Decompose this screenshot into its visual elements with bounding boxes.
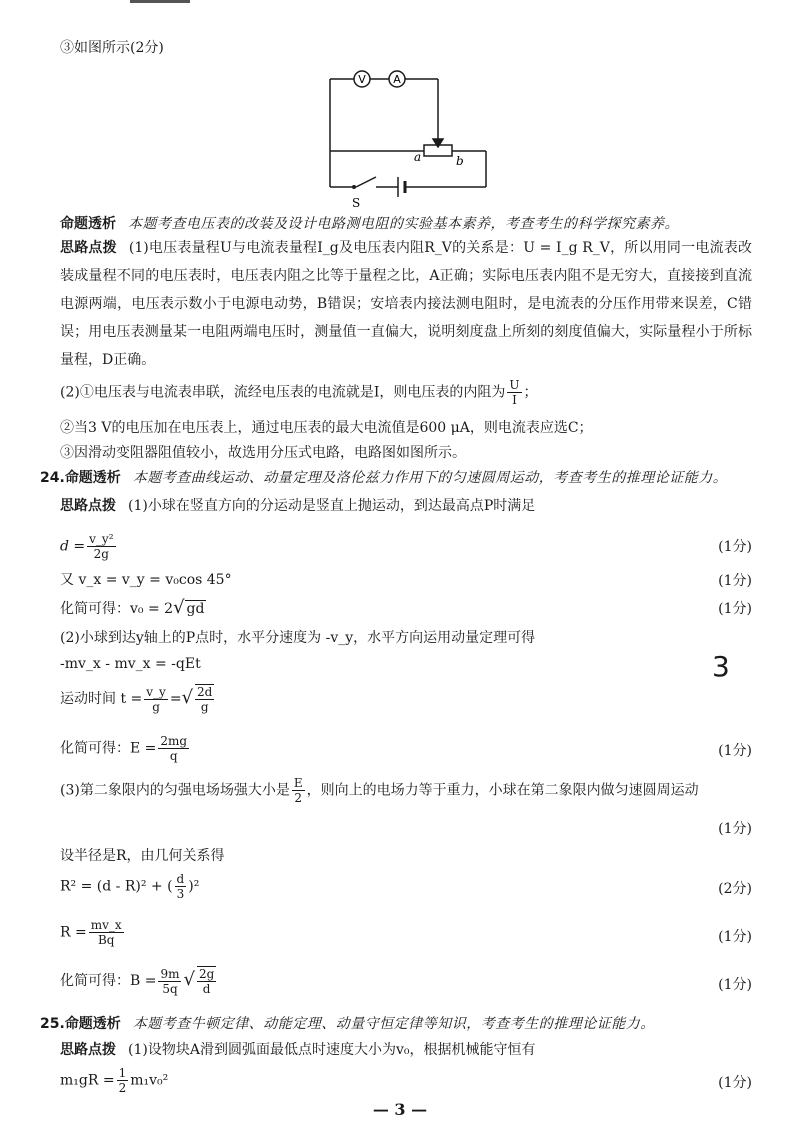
q24-e9-points: (1分) [718,977,752,993]
page-number: — 3 — [372,1100,428,1119]
q23-intent [60,214,752,234]
q25-number: 25. [40,1016,65,1032]
q25-e1-points: (1分) [718,1075,752,1091]
q23-p4: ③因滑动变阻器阻值较小，故选用分压式电路，电路图如图所示。 [60,445,466,461]
switch-label: S [352,196,361,210]
part3-header: ③如图所示(2分) [60,40,164,56]
q24-s2: (2)小球到达y轴上的P点时，水平分速度为 -v_y，水平方向运用动量定理可得 [60,630,536,646]
q24-e4: -mv_x - mv_x = -qEt [60,656,201,672]
q23-p3: ②当3 V的电压加在电压表上，通过电压表的最大电流值是600 μA，则电流表应选C； [60,420,593,436]
rheostat-a-label: a [414,150,422,164]
scan-artifact [130,0,190,3]
q24-s4: 设半径是R，由几何关系得 [60,848,225,864]
voltmeter-label: V [358,73,366,86]
q24-e7-points: (2分) [718,881,752,897]
q24-e1-points: (1分) [718,539,752,555]
q24-s3-points: (1分) [718,821,752,837]
q24-e6: 化简可得：E = $\frac{2mg}{q}$ [60,734,188,763]
q24-e8-points: (1分) [718,929,752,945]
q23-frac-ui: $\frac{U}{I}$ [509,378,520,407]
q25-e1: m₁gR = $\frac{1}{2}$ m₁v₀² [60,1066,169,1095]
q24-e2: 又 v_x = v_y = v₀cos 45° [60,572,232,588]
margin-mark: 3 [712,650,730,683]
q24-e3: 化简可得：v₀ = 2√ gd [60,597,205,618]
q24-e7: R² = (d - R)² + ( $\frac{d}{3}$ )² [60,872,200,901]
q24-s3: (3)第二象限内的匀强电场场强大小是 $\frac{E}{2}$ ，则向上的电场力等于重力，小球在第二象限内做匀速圆周运动 [60,776,699,805]
q24-e2-points: (1分) [718,573,752,589]
q24-s1: 思路点拨 (1)小球在竖直方向的分运动是竖直上抛运动，到达最高点P时满足 [60,498,536,514]
q24-number: 24. [40,470,65,486]
rheostat-b-label: b [456,154,464,168]
q23-hint [60,234,752,374]
q24-e3-points: (1分) [718,601,752,617]
q23-intent-text: 本题考查电压表的改装及设计电路测电阻的实验基本素养，考查考生的科学探究素养。 [128,216,679,232]
ammeter-label: A [393,73,401,86]
q23-label-hint: 思路点拨 [60,240,117,256]
q25-intent: 25.命题透析 本题考查牛顿定律、动能定理、动量守恒定律等知识，考查考生的推理论证能力。 [40,1016,655,1032]
q24-e1: d = $\frac{\text{v\_y²}}{2g}$ [60,532,114,561]
q24-e5: 运动时间 t = $\frac{v\_y}{g}$ =√ $\frac{2d}{g}$ [60,684,213,714]
q25-s1: 思路点拨 (1)设物块A滑到圆弧面最低点时速度大小为v₀，根据机械能守恒有 [60,1042,536,1058]
q23-p1: (1)电压表量程U与电流表量程I_g及电压表内阻R_V的关系是：U = I_g R_V，所以用同一电流表改装成量程不同的电压表时，电压表内阻之比等于量程之比，A正确；实际电压表内阻不是无穷大，直接接到直流电源两端，电压表示数小于电源电动势，B错误；安培表内接法测电阻时，是电流表的分压作用带来误差，C错误；用电压表测量某一电阻两端电压时，测量值一直偏大，说明刻度盘上所刻的刻度值偏大，实际量程小于所标量程，D正确。 [60,240,753,368]
q23-p2: (2)①电压表与电流表串联，流经电压表的电流就是I，则电压表的内阻为 $\frac{U}{I}$ ； [60,378,538,407]
q24-e8: R = $\frac{mv\_x}{Bq}$ [60,918,122,947]
q24-e6-points: (1分) [718,743,752,759]
q23-label-intent: 命题透析 [60,216,116,232]
q24-intent: 24.命题透析 本题考查曲线运动、动量定理及洛伦兹力作用下的匀速圆周运动，考查考生的推理论证能力。 [40,470,728,486]
q24-e9: 化简可得：B = $\frac{9m}{5q}$ √ $\frac{2g}{d}$ [60,966,215,996]
